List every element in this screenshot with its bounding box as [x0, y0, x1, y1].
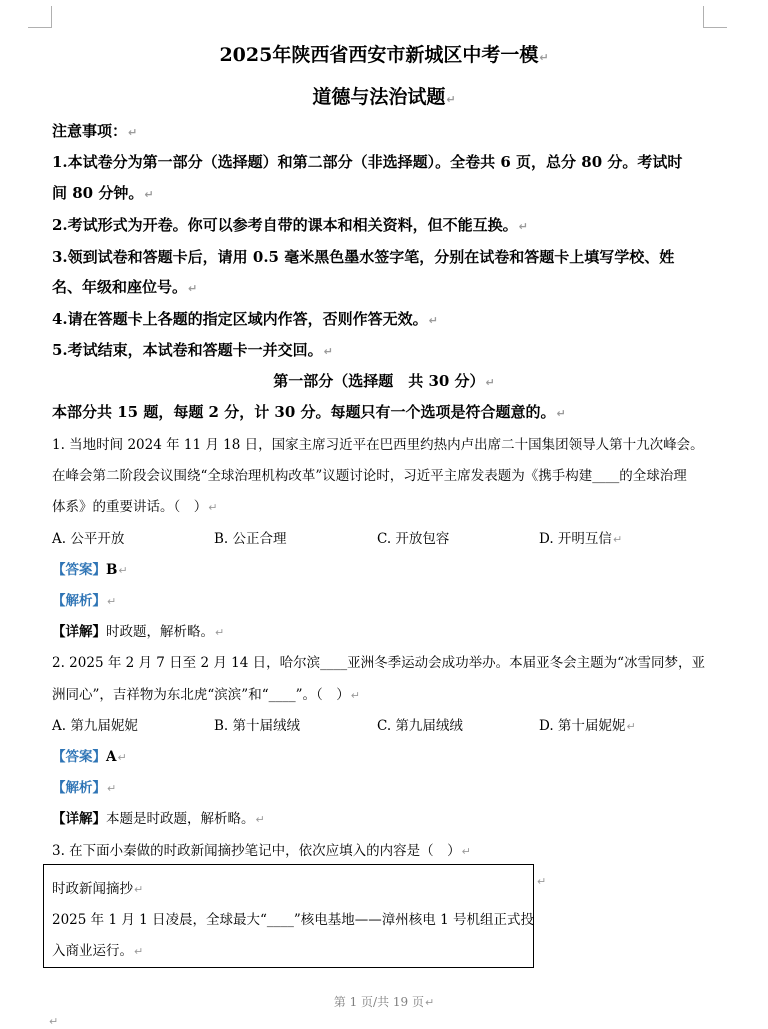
note-4: 4.请在答题卡上各题的指定区域内作答，否则作答无效。↵	[52, 310, 438, 328]
page-footer: 第 1 页/共 19 页↵	[333, 995, 435, 1009]
q2-analysis: 【解析】↵	[52, 780, 117, 796]
q1-answer: 【答案】B↵	[52, 562, 128, 578]
q2-detail: 【详解】本题是时政题，解析略。↵	[52, 811, 265, 827]
q1-option-d: D. 开明互信↵	[539, 531, 623, 547]
note-2: 2.考试形式为开卷。你可以参考自带的课本和相关资料，但不能互换。↵	[52, 216, 528, 234]
page-subtitle: 道德与法治试题↵	[312, 86, 456, 108]
q2-option-b: B. 第十届绒绒	[214, 718, 301, 734]
q2-answer: 【答案】A↵	[52, 749, 127, 765]
q1-line3: 体系》的重要讲话。（ ）↵	[52, 499, 218, 515]
q1-option-a: A. 公平开放	[52, 531, 125, 547]
crop-mark-top-left-h	[28, 27, 52, 28]
notes-heading: 注意事项：↵	[52, 122, 138, 140]
q3-line1: 3. 在下面小秦做的时政新闻摘抄笔记中，依次应填入的内容是（ ）↵	[52, 843, 471, 859]
news-note-title: 时政新闻摘抄↵	[52, 881, 144, 897]
q1-line1: 1. 当地时间 2024 年 11 月 18 日，国家主席习近平在巴西里约热内卢出席二十国集团领导人第十九次峰会。	[52, 437, 704, 453]
crop-mark-top-right-v	[703, 6, 704, 28]
q1-detail-tag: 【详解】	[52, 624, 106, 640]
news-note-line1: 2025 年 1 月 1 日凌晨，全球最大“____”核电基地——漳州核电 1 号机组正式投	[52, 912, 534, 928]
section-intro: 本部分共 15 题，每题 2 分，计 30 分。每题只有一个选项是符合题意的。↵	[52, 403, 566, 421]
q2-option-d: D. 第十届妮妮↵	[539, 718, 636, 734]
news-note-side-mark: ↵	[537, 875, 547, 888]
q1-answer-value: B	[106, 562, 118, 578]
q1-detail-text: 时政题，解析略。	[106, 624, 214, 640]
news-note-line2: 入商业运行。↵	[52, 943, 144, 959]
note-5: 5.考试结束，本试卷和答题卡一并交回。↵	[52, 341, 333, 359]
q2-detail-text: 本题是时政题，解析略。	[106, 811, 255, 827]
q2-analysis-tag: 【解析】	[52, 780, 106, 796]
q2-line1: 2. 2025 年 2 月 7 日至 2 月 14 日，哈尔滨____亚洲冬季运动会成功举办。本届亚冬会主题为“冰雪同梦，亚	[52, 655, 705, 671]
q2-answer-value: A	[106, 749, 117, 765]
crop-mark-top-left-v	[51, 6, 52, 28]
page-title: 2025年陕西省西安市新城区中考一模↵	[219, 44, 549, 66]
q1-option-c: C. 开放包容	[377, 531, 450, 547]
page-subtitle-text: 道德与法治试题	[312, 86, 446, 108]
q2-line2: 洲同心”，吉祥物为东北虎“滨滨”和“____”。（ ）↵	[52, 687, 360, 703]
q1-detail: 【详解】时政题，解析略。↵	[52, 624, 225, 640]
q2-options	[52, 714, 652, 734]
q2-option-c: C. 第九届绒绒	[377, 718, 463, 734]
note-1-line1: 1.本试卷分为第一部分（选择题）和第二部分（非选择题）。全卷共 6 页，总分 80 分。考试时	[52, 153, 683, 171]
section-title: 第一部分（选择题 共 30 分）↵	[273, 372, 495, 390]
end-mark: ↵	[49, 1015, 59, 1028]
q1-line2: 在峰会第二阶段会议围绕“全球治理机构改革”议题讨论时，习近平主席发表题为《携手构建____的全球治理	[52, 468, 687, 484]
note-3-line1: 3.领到试卷和答题卡后，请用 0.5 毫米黑色墨水签字笔，分别在试卷和答题卡上填写学校、姓	[52, 248, 675, 266]
q1-analysis: 【解析】↵	[52, 593, 117, 609]
page-title-text: 2025年陕西省西安市新城区中考一模	[219, 44, 539, 66]
q1-option-b: B. 公正合理	[214, 531, 287, 547]
q2-detail-tag: 【详解】	[52, 811, 106, 827]
crop-mark-top-right-h	[703, 27, 727, 28]
q1-answer-tag: 【答案】	[52, 562, 106, 578]
q1-options	[52, 527, 652, 547]
q1-analysis-tag: 【解析】	[52, 593, 106, 609]
note-1-line2: 间 80 分钟。↵	[52, 184, 154, 202]
q2-option-a: A. 第九届妮妮	[52, 718, 138, 734]
q2-answer-tag: 【答案】	[52, 749, 106, 765]
note-3-line2: 名、年级和座位号。↵	[52, 278, 198, 296]
